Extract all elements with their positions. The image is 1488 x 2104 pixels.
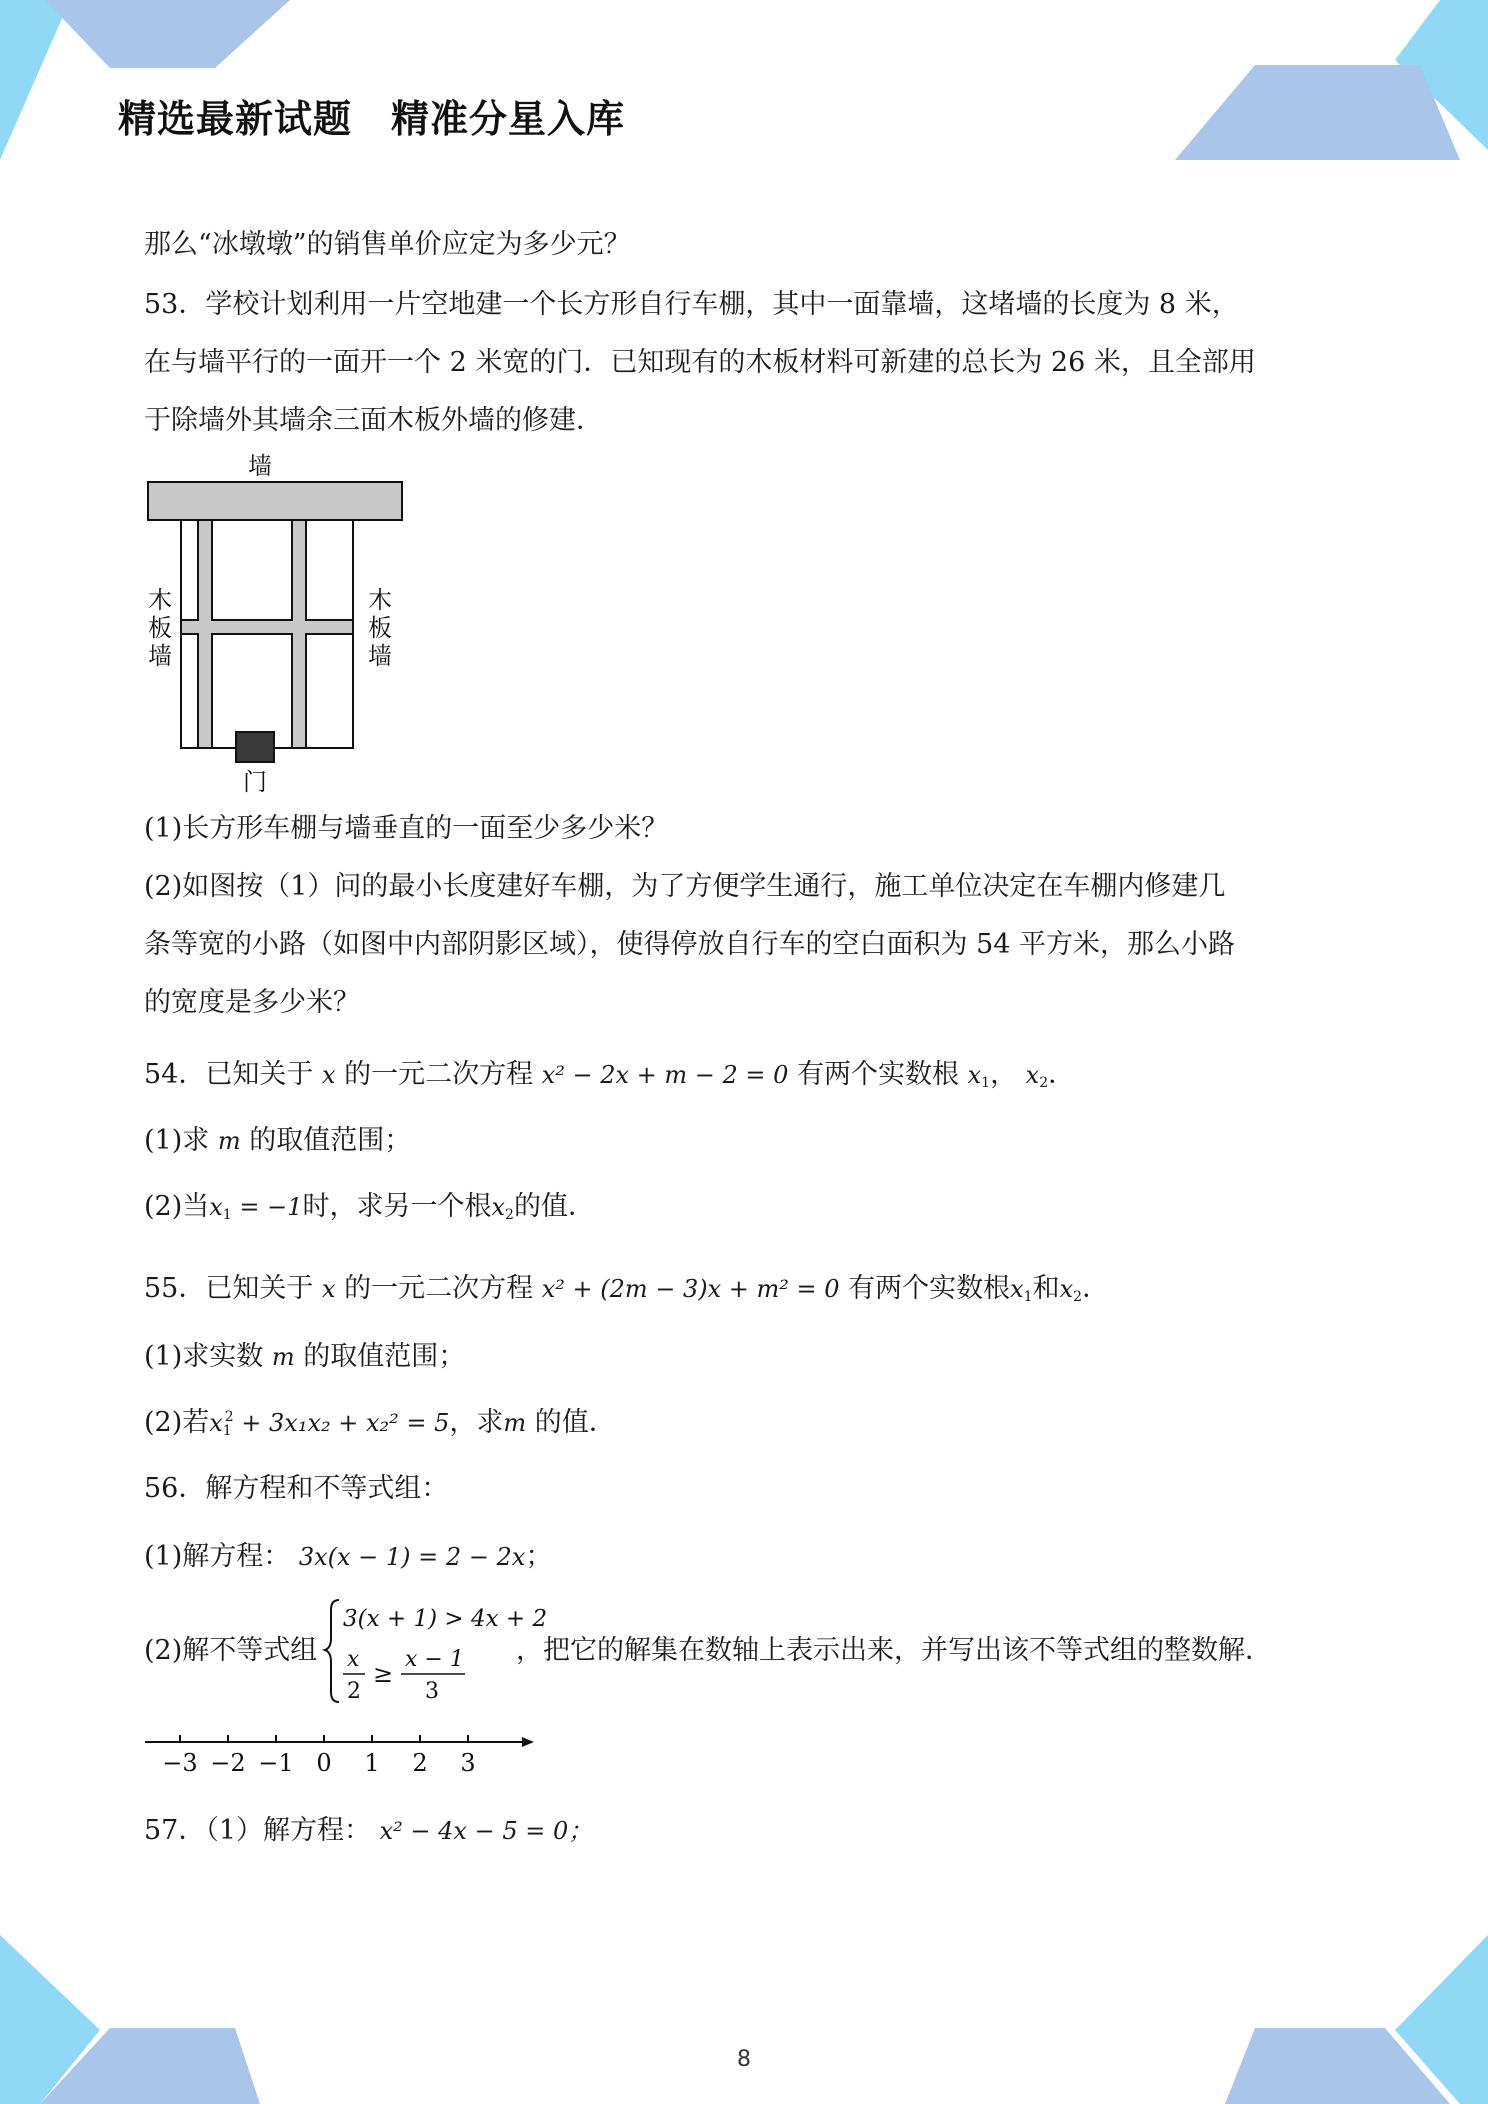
question-56: 56．解方程和不等式组： (144, 1473, 449, 1504)
text-line: 那么“冰墩墩”的销售单价应定为多少元？ (144, 229, 631, 260)
left-wall-label-2: 板 (148, 614, 172, 642)
question-56-part-1: (1)解方程： 3x(x − 1) = 2 − 2x； (144, 1541, 553, 1572)
inequality-2-left-den: 2 (347, 1679, 361, 1704)
question-53-part-2-line-2: 条等宽的小路（如图中内部阴影区域），使得停放自行车的空白面积为 54 平方米，那么小路 (144, 929, 1236, 960)
question-54: 54．已知关于 x 的一元二次方程 x² − 2x + m − 2 = 0 有两个实数根 $x_1$， $x_2$． (144, 1059, 1076, 1091)
q54-text-a: 54．已知关于 (144, 1059, 314, 1090)
inequality-2-left-num: x (347, 1647, 360, 1672)
left-wall-label-3: 墙 (148, 642, 172, 670)
var-m: m (217, 1127, 241, 1155)
question-53-part-2-line-1: (2)如图按（1）问的最小长度建好车棚，为了方便学生通行，施工单位决定在车棚内修建几 (144, 871, 1226, 902)
root-x2: $x_2$ (1059, 1275, 1083, 1305)
inequality-2-relation: ≥ (373, 1660, 394, 1688)
question-53-part-2-line-3: 的宽度是多少米？ (144, 987, 360, 1018)
right-wall-label-3: 墙 (368, 642, 392, 670)
brace (325, 1600, 339, 1702)
question-53-line-2: 在与墙平行的一面开一个 2 米宽的门．已知现有的木板材料可新建的总长为 26 米，且全部用 (144, 347, 1256, 378)
root-x1: $x_1$ (967, 1061, 991, 1091)
root-x2-ref: $x_2$ (491, 1193, 514, 1223)
question-54-part-1: (1)求 m 的取值范围； (144, 1125, 412, 1156)
q54-text-c: 有两个实数根 (797, 1059, 960, 1090)
door-label: 门 (243, 768, 267, 796)
question-55: 55．已知关于 x 的一元二次方程 x² + (2m − 3)x + m² = 0 有两个实数根$x_1$和$x_2$． (144, 1273, 1110, 1305)
equation-57: x² − 4x − 5 = 0； (379, 1817, 593, 1845)
tick-label: −3 (162, 1749, 198, 1777)
inequality-1: 3(x + 1) > 4x + 2 (343, 1606, 548, 1632)
question-56-part-2-label: (2)解不等式组 (144, 1635, 318, 1666)
right-wall-label-2: 板 (368, 614, 392, 642)
var-m: m (271, 1343, 295, 1371)
tick-label: 1 (364, 1749, 380, 1777)
var-m: m (503, 1409, 527, 1437)
wall (148, 482, 402, 520)
inequality-2-right-num: x − 1 (405, 1647, 464, 1672)
tick-label: 3 (460, 1749, 476, 1777)
axis-arrow-icon (522, 1737, 534, 1747)
root-x2: $x_2$ (1025, 1061, 1049, 1091)
root-x1-condition: $x_1 = -1$ (209, 1193, 303, 1223)
var-x: x (321, 1275, 336, 1303)
tick-label: −2 (210, 1749, 246, 1777)
right-wall-label-1: 木 (368, 586, 392, 614)
inequality-2-right-den: 3 (425, 1679, 439, 1704)
question-53-line-3: 于除墙外其墙余三面木板外墙的修建． (144, 405, 603, 436)
var-x: x (321, 1061, 336, 1089)
tick-label: −1 (258, 1749, 294, 1777)
question-54-part-2: (2)当$x_1 = -1$时，求另一个根$x_2$的值． (144, 1191, 595, 1223)
root-x1: $x_1$ (1010, 1275, 1033, 1305)
deco-top-left-blue (45, 0, 290, 68)
number-line (140, 1725, 540, 1785)
deco-top-right-blue (1175, 65, 1460, 160)
left-wall-label-1: 木 (148, 586, 172, 614)
equation-55-part-2: $x_1^2 + 3x_1x_2 + x_2^2 = 5$ (209, 1409, 450, 1439)
question-56-part-2-text: ，把它的解集在数轴上表示出来，并写出该不等式组的整数解． (516, 1635, 1272, 1666)
inequality-system (325, 1592, 548, 1712)
deco-top-left-cyan (0, 0, 70, 160)
tick-label: 0 (316, 1749, 332, 1777)
equation-54: x² − 2x + m − 2 = 0 (541, 1061, 789, 1089)
question-53-part-1: (1)长方形车棚与墙垂直的一面至少多少米？ (144, 813, 669, 844)
page-number: 8 (737, 2047, 751, 2072)
question-55-part-2: (2)若$x_1^2 + 3x_1x_2 + x_2^2 = 5$，求m 的值． (144, 1407, 616, 1439)
question-57: 57．（1）解方程： x² − 4x − 5 = 0； (144, 1815, 593, 1846)
question-53-line-1: 53．学校计划利用一片空地建一个长方形自行车棚，其中一面靠墙，这堵墙的长度为 8 米， (144, 289, 1239, 320)
tick-label: 2 (412, 1749, 428, 1777)
door (236, 732, 274, 762)
q54-text-b: 的一元二次方程 (344, 1059, 534, 1090)
equation-55: x² + (2m − 3)x + m² = 0 (541, 1275, 840, 1303)
wall-label: 墙 (248, 452, 272, 480)
header-title: 精选最新试题 精准分星入库 (118, 97, 626, 141)
question-55-part-1: (1)求实数 m 的取值范围； (144, 1341, 466, 1372)
bike-shed-figure (140, 448, 420, 798)
equation-56: 3x(x − 1) = 2 − 2x (298, 1543, 526, 1571)
